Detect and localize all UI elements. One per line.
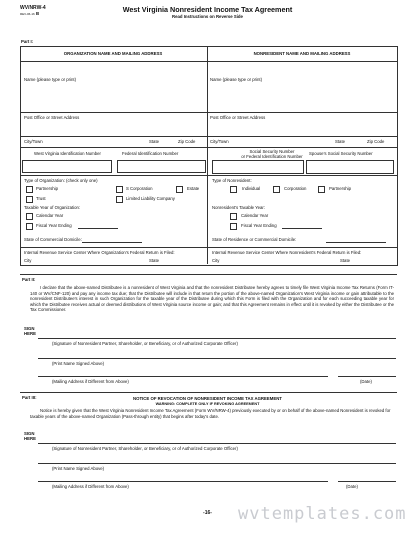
nonres-partnership-checkbox[interactable] — [318, 186, 325, 193]
part3-print-name-label: (Print Name Signed Above) — [52, 466, 105, 471]
part3-mailing-label: (Mailing Address if Different from Above) — [52, 484, 129, 489]
watermark: wvtemplates.com — [238, 504, 407, 524]
nonres-partnership-label: Partnership — [329, 186, 351, 191]
part2-mailing-line[interactable] — [38, 376, 328, 377]
part2-sign: SIGN — [24, 326, 35, 331]
org-post-office-field[interactable] — [21, 121, 206, 135]
corporation-label: Corporation — [284, 186, 307, 191]
part1-label: Part I: — [21, 39, 34, 44]
state-domicile-line[interactable] — [82, 242, 142, 243]
part2-here: HERE — [24, 331, 36, 336]
part3-mailing-line[interactable] — [38, 481, 328, 482]
part3-date-line[interactable] — [338, 481, 396, 482]
irs-org-state-label: State — [149, 258, 160, 263]
nonres-post-office-label: Post Office or Street Address — [210, 115, 266, 120]
nonres-zip-label: Zip Code — [367, 139, 385, 144]
llc-label: Limited Liability Company — [126, 196, 175, 201]
nonres-fiscal-year-line[interactable] — [282, 228, 322, 229]
form-sub: B — [36, 11, 40, 16]
part3-signature-line[interactable] — [38, 443, 396, 444]
org-fiscal-year-line[interactable] — [78, 228, 118, 229]
part2-declaration: I declare that the above-named Distributee is a nonresident of West Virginia and that the nonresident Distributee hereby agrees to timely file West Virginia Income Tax Returns (Form IT-140 or WV/CNF-120) and pay any income tax due; that the Distributee will include in that return the portion of the above-named Organization's West Virginia income or gain attributable to the nonresident Distributee's interest in such Organization for the taxable year of the Distributee during which this Form is filed with the Organization and for each succeeding taxable year for which the Distributee receives actual or deemed distributions of West Virginia source income or gain; and that this Agreement remains in effect until it is revoked by either the Distributee or the Tax Commissioner. — [30, 285, 394, 313]
nonres-city-label: City/Town — [210, 139, 229, 144]
form-title: West Virginia Nonresident Income Tax Agreement — [122, 5, 293, 14]
part2-date-label: (Date) — [360, 379, 372, 384]
wv-id-input[interactable] — [22, 160, 112, 173]
part2-print-name-line[interactable] — [38, 358, 396, 359]
spouse-ssn-input[interactable] — [306, 160, 394, 174]
part3-date-label: (Date) — [346, 484, 358, 489]
nonres-fiscal-year-checkbox[interactable] — [230, 223, 237, 230]
org-fiscal-year-label: Fiscal Year Ending — [36, 223, 72, 228]
state-residence-line[interactable] — [326, 242, 386, 243]
org-state-label: State — [149, 139, 160, 144]
nonres-post-office-field[interactable] — [208, 121, 395, 135]
part2-print-name-label: (Print Name Signed Above) — [52, 361, 105, 366]
partnership-checkbox[interactable] — [26, 186, 33, 193]
ssn-input[interactable] — [212, 160, 304, 174]
trust-checkbox[interactable] — [26, 196, 33, 203]
org-name-label: Name (please type or print) — [24, 77, 77, 82]
nonres-heading: NONRESIDENT NAME AND MAILING ADDRESS — [253, 51, 351, 56]
s-corporation-checkbox[interactable] — [116, 186, 123, 193]
irs-org-label: Internal Revenue Service Center Where Organization's Federal Return is Filed: — [24, 250, 175, 255]
part3-here: HERE — [24, 436, 36, 441]
org-type-label: Type of Organization: (check only one) — [24, 178, 98, 183]
fed-id-label: Federal Identification Number — [122, 151, 179, 156]
nonres-type-label: Type of Nonresident: — [212, 178, 252, 183]
nonres-name-field[interactable] — [208, 83, 395, 111]
page-number: -16- — [203, 510, 212, 516]
part3-warning: WARNING: COMPLETE ONLY IF REVOKING AGREEMENT — [155, 402, 260, 406]
irs-nonres-state-label: State — [340, 258, 351, 263]
part3-signature-label: (Signature of Nonresident Partner, Shareholder, or Beneficiary, or of Authorized Corporate Officer) — [52, 446, 238, 451]
s-corporation-label: S Corporation — [126, 186, 153, 191]
part2-mailing-label: (Mailing Address if Different from Above) — [52, 379, 129, 384]
partnership-label: Partnership — [36, 186, 58, 191]
part2-label: Part II: — [22, 277, 36, 282]
nonres-taxable-year-label: Nonresident's Taxable Year: — [212, 205, 266, 210]
org-name-field[interactable] — [21, 83, 206, 111]
wv-id-label: West Virginia Identification Number — [34, 151, 101, 156]
form-revision: REV-06-16 — [20, 12, 35, 16]
part2-date-line[interactable] — [338, 376, 396, 377]
org-zip-label: Zip Code — [178, 139, 196, 144]
form-subtitle: Read Instructions on Reverse Side — [172, 14, 243, 19]
spouse-ssn-label: Spouse's Social Security Number — [309, 151, 373, 156]
org-calendar-year-label: Calendar Year — [36, 213, 64, 218]
form-id: WV/NRW-4 — [20, 5, 46, 11]
nonres-name-label: Name (please type or print) — [210, 77, 263, 82]
org-fiscal-year-checkbox[interactable] — [26, 223, 33, 230]
org-taxable-year-label: Taxable Year of Organization: — [24, 205, 81, 210]
irs-nonres-city-label: City — [212, 258, 220, 263]
part3-heading: NOTICE OF REVOCATION OF NONRESIDENT INCOME TAX AGREEMENT — [133, 396, 282, 401]
nonres-fiscal-year-label: Fiscal Year Ending — [241, 223, 277, 228]
part2-signature-line[interactable] — [38, 338, 396, 339]
org-heading: ORGANIZATION NAME AND MAILING ADDRESS — [63, 51, 163, 56]
estate-label: Estate — [187, 186, 200, 191]
part3-label: Part III: — [22, 395, 37, 400]
nonres-calendar-year-label: Calendar Year — [241, 213, 269, 218]
state-residence-label: State of Residence or Commercial Domicile: — [212, 237, 297, 242]
state-domicile-label: State of Commercial Domicile: — [24, 237, 82, 242]
ssn-label: Social Security Number — [249, 149, 295, 154]
part3-print-name-line[interactable] — [38, 463, 396, 464]
part3-notice: Notice is hereby given that the West Virginia Nonresident Income Tax Agreement (Form WV/NRW-4) previously executed by or on behalf of the above-named Nonresident is revoked for taxable years of the above-named Organization (Pass-through entity) that begins after today's date. — [30, 408, 391, 419]
org-calendar-year-checkbox[interactable] — [26, 213, 33, 220]
llc-checkbox[interactable] — [116, 196, 123, 203]
irs-org-city-label: City — [24, 258, 32, 263]
nonres-calendar-year-checkbox[interactable] — [230, 213, 237, 220]
corporation-checkbox[interactable] — [273, 186, 280, 193]
nonres-state-label: State — [335, 139, 346, 144]
part1-divider — [207, 46, 208, 264]
estate-checkbox[interactable] — [176, 186, 183, 193]
individual-checkbox[interactable] — [230, 186, 237, 193]
org-city-label: City/Town — [24, 139, 43, 144]
trust-label: Trust — [36, 196, 46, 201]
part3-sign: SIGN — [24, 431, 35, 436]
part2-signature-label: (Signature of Nonresident Partner, Shareholder, or Beneficiary, or of Authorized Corporate Officer) — [52, 341, 238, 346]
fed-id-input[interactable] — [117, 160, 206, 173]
ssn-label-2: or Federal Identification Number — [241, 154, 303, 159]
org-post-office-label: Post Office or Street Address — [24, 115, 80, 120]
individual-label: Individual — [242, 186, 261, 191]
irs-nonres-label: Internal Revenue Service Center Where Nonresident's Federal Return is Filed: — [212, 250, 362, 255]
